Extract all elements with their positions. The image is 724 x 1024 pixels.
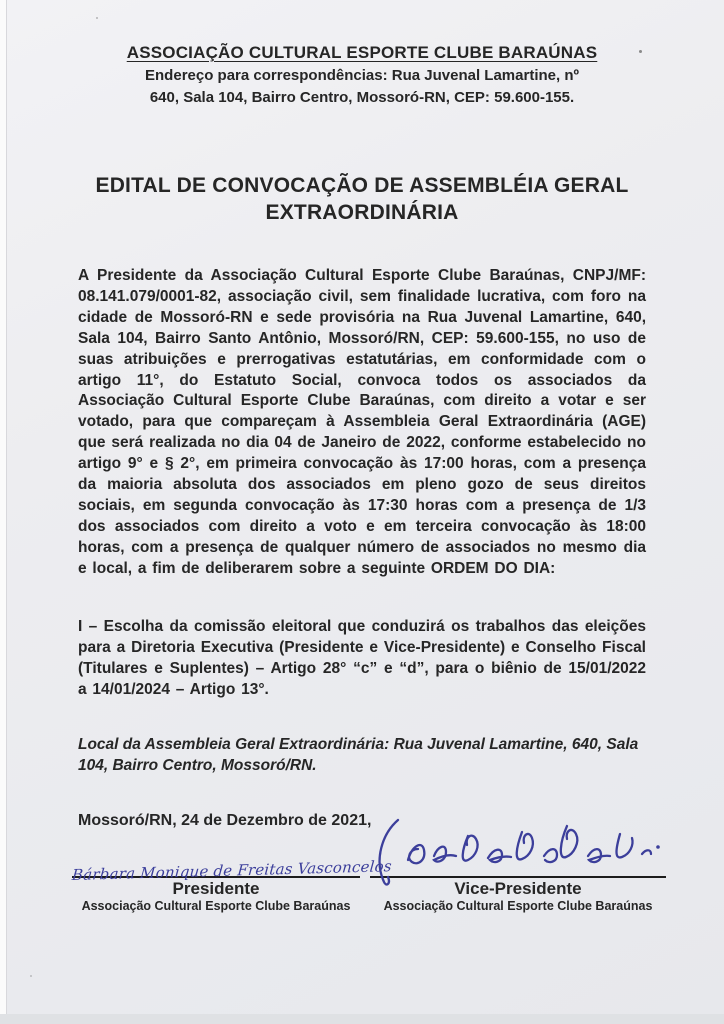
org-name-heading: ASSOCIAÇÃO CULTURAL ESPORTE CLUBE BARAÚNAS bbox=[126, 43, 598, 62]
edict-title-line-2: EXTRAORDINÁRIA bbox=[265, 201, 459, 224]
vice-president-signature-block bbox=[370, 840, 666, 914]
venue-line: Local da Assembleia Geral Extraordinária: Rua Juvenal Lamartine, 640, Sala 104, Bairro Centro, Mossoró/RN. bbox=[78, 735, 639, 774]
president-handwritten-signature: Bárbara Monique de Freitas Vasconcelos bbox=[71, 857, 393, 885]
scan-bottom-edge bbox=[0, 1014, 724, 1024]
edict-title-line-1: EDITAL DE CONVOCAÇÃO DE ASSEMBLÉIA GERAL bbox=[95, 174, 629, 197]
agenda-item-1: I – Escolha da comissão eleitoral que conduzirá os trabalhos das eleições para a Diretoria Executiva (Presidente e Vice-Presidente) e Conselho Fiscal (Titulares e Suplentes) – Artigo 28° “c” e “d”, para o biênio de 15/01/2022 a 14/01/2024 – Artigo 13°. bbox=[78, 617, 646, 698]
president-role-label: Presidente bbox=[172, 879, 260, 898]
president-org-label: Associação Cultural Esporte Clube Baraúnas bbox=[81, 899, 351, 913]
date-line: Mossoró/RN, 24 de Dezembro de 2021, bbox=[78, 811, 372, 829]
scan-speck bbox=[30, 975, 32, 977]
vice-president-org-label: Associação Cultural Esporte Clube Baraúnas bbox=[383, 899, 653, 913]
edict-title bbox=[78, 172, 646, 226]
vice-president-signature-area bbox=[370, 840, 666, 876]
president-signature-block bbox=[71, 840, 393, 914]
address-line-2: 640, Sala 104, Bairro Centro, Mossoró-RN, CEP: 59.600-155. bbox=[149, 89, 575, 106]
letterhead bbox=[78, 42, 646, 108]
signature-row bbox=[0, 840, 724, 914]
address-line-1: Endereço para correspondências: Rua Juvenal Lamartine, nº bbox=[145, 67, 579, 84]
vice-president-role-label: Vice-Presidente bbox=[454, 879, 582, 898]
vice-president-signature-scribble bbox=[364, 816, 664, 886]
president-signature-area bbox=[71, 840, 393, 885]
convocation-paragraph: A Presidente da Associação Cultural Esporte Clube Baraúnas, CNPJ/MF: 08.141.079/0001-82, associação civil, sem finalidade lucrativa, com foro na cidade de Mossoró-RN e sede provisória na Rua Juvenal Lamartine, 640, Sala 104, Bairro Santo Antônio, Mossoró/RN, CEP: 59.600-155, no uso de suas atribuições e prerrogativas estatutárias, em conformidade com o artigo 11°, do Estatuto Social, convoca todos os associados da Associação Cultural Esporte Clube Baraúnas, com direito a votar e ser votado, para que compareçam à Assembleia Geral Extraordinária (AGE) que será realizada no dia 04 de Janeiro de 2022, conforme estabelecido no artigo 9° e § 2°, em primeira convocação às 17:00 horas, com a presença da maioria absoluta dos associados em pleno gozo de seus direitos sociais, em segunda convocação às 17:30 horas com a presença de 1/3 dos associados com direito a voto e em terceira convocação às 18:00 horas, com a presença de qualquer número de associados no mesmo dia e local, a fim de deliberarem sobre a seguinte ORDEM DO DIA: bbox=[78, 267, 646, 577]
